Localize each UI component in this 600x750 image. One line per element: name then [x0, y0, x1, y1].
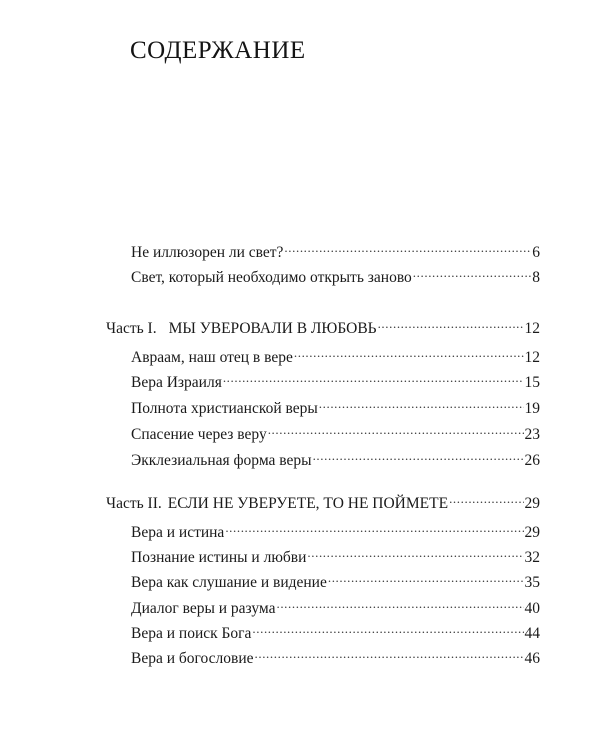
toc-part-label: Часть I. [106, 320, 157, 337]
toc-entry-page: 40 [524, 600, 540, 617]
toc-part-title: ЕСЛИ НЕ УВЕРУЕТЕ, ТО НЕ ПОЙМЕТЕ [167, 495, 449, 512]
toc-entry-title: Вера Израиля [131, 374, 222, 391]
toc-part-heading[interactable] [106, 313, 540, 339]
toc-entry[interactable] [131, 393, 540, 419]
toc-entry[interactable] [131, 517, 540, 543]
dot-leader [294, 342, 524, 362]
toc-entry[interactable] [131, 567, 540, 593]
toc-entry-title: Вера и поиск Бога [131, 625, 252, 642]
dot-leader [276, 593, 523, 613]
dot-leader [255, 643, 524, 663]
toc-entry-title: Авраам, наш отец в вере [131, 349, 293, 366]
toc-entry-title: Экклезиальная форма веры [131, 452, 312, 469]
dot-leader [319, 393, 524, 413]
toc-entry-title: Полнота христианской веры [131, 400, 318, 417]
dot-leader [328, 567, 524, 587]
dot-leader [413, 262, 531, 282]
toc-entry-title: Познание истины и любви [131, 549, 307, 566]
toc-entry[interactable] [131, 262, 540, 288]
toc-entry[interactable] [131, 542, 540, 568]
toc-entry[interactable] [131, 367, 540, 393]
toc-part-title: МЫ УВЕРОВАЛИ В ЛЮБОВЬ [168, 320, 377, 337]
toc-entry[interactable] [131, 643, 540, 669]
dot-leader [284, 237, 531, 257]
toc-entry-page: 19 [524, 400, 540, 417]
toc-entry[interactable] [131, 618, 540, 644]
toc-entry[interactable] [131, 419, 540, 445]
toc-part-label: Часть II. [106, 495, 162, 512]
toc-entry-title: Вера как слушание и видение [131, 574, 327, 591]
dot-leader [313, 445, 524, 465]
toc-entry-title: Не иллюзорен ли свет? [131, 244, 284, 261]
toc-entry-title: Спасение через веру [131, 426, 267, 443]
toc-entry-page: 26 [524, 452, 540, 469]
toc-entry-page: 15 [524, 374, 540, 391]
toc-entry[interactable] [131, 445, 540, 471]
toc-part-heading[interactable] [106, 488, 540, 514]
dot-leader [252, 618, 523, 638]
page-title: СОДЕРЖАНИЕ [130, 37, 306, 64]
toc-part-page: 12 [524, 320, 540, 337]
toc-part-page: 29 [524, 495, 540, 512]
toc-entry-page: 6 [532, 244, 540, 261]
toc-entry-page: 44 [524, 625, 540, 642]
dot-leader [449, 488, 523, 508]
toc-entry-page: 12 [524, 349, 540, 366]
dot-leader [378, 313, 524, 333]
toc-entry-page: 32 [524, 549, 540, 566]
toc-entry-title: Вера и богословие [131, 650, 254, 667]
toc-entry[interactable] [131, 593, 540, 619]
dot-leader [268, 419, 524, 439]
toc-entry-title: Свет, который необходимо открыть заново [131, 269, 412, 286]
toc-entry-page: 46 [524, 650, 540, 667]
toc-entry-page: 23 [524, 426, 540, 443]
dot-leader [223, 367, 524, 387]
dot-leader [307, 542, 523, 562]
toc-entry[interactable] [131, 342, 540, 368]
toc-entry-page: 35 [524, 574, 540, 591]
toc-entry-title: Вера и истина [131, 524, 225, 541]
toc-entry-title: Диалог веры и разума [131, 600, 276, 617]
dot-leader [225, 517, 523, 537]
toc-entry-page: 8 [532, 269, 540, 286]
toc-entry-page: 29 [524, 524, 540, 541]
toc-entry[interactable] [131, 237, 540, 263]
